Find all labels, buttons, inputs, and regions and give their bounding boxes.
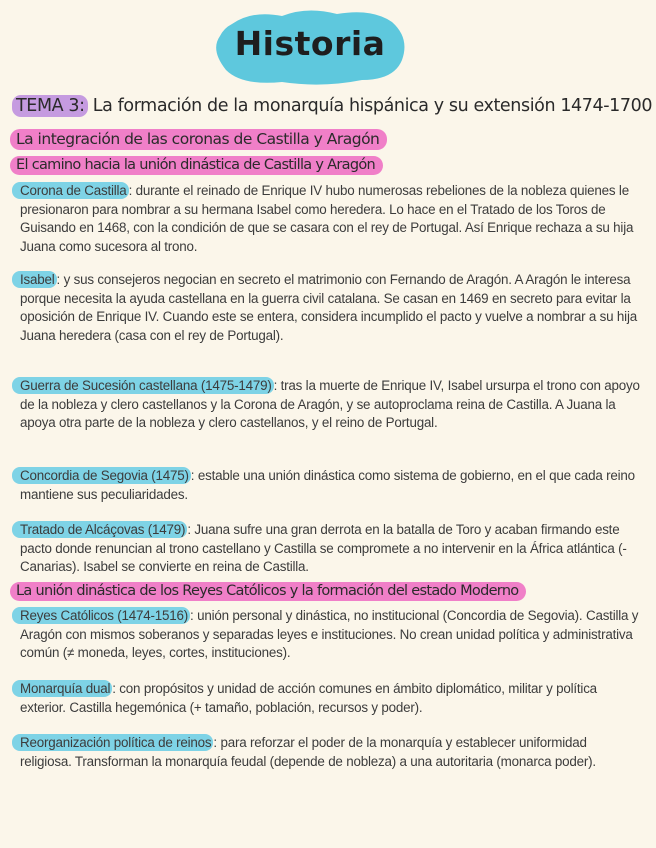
term-highlight: Concordia de Segovia (1475) <box>12 467 191 484</box>
paragraph-text: : tras la muerte de Enrique IV, Isabel ursurpa el trono con apoyo de la nobleza y clero castellanos y la Corona de Aragón, y se autoproclama reina de Castilla. A Juana la apoya otra parte de la nobleza y clero castellanos, y el reino de Portugal. <box>20 378 640 430</box>
subsection-heading-camino: El camino hacia la unión dinástica de Castilla y Aragón <box>10 156 383 175</box>
paragraph-text: : y sus consejeros negocian en secreto el matrimonio con Fernando de Aragón. A Aragón le interesa porque necesita la ayuda castellana en la guerra civil catalana. Se casan en 1469 en secreto para evitar la oposición de Enrique IV. Cuando este se entera, considera incumplido el pacto y vuelve a nombrar a su hija Juana heredera (casa con el rey de Portugal). <box>20 272 637 343</box>
title-banner <box>212 8 408 86</box>
paragraph-reorganizacion-politica <box>20 734 640 771</box>
paragraph-monarquia-dual <box>20 680 640 717</box>
term-highlight: Tratado de Alcáçovas (1479) <box>12 521 187 538</box>
paragraph-tratado-alcacovas <box>20 521 640 577</box>
tema-text: La formación de la monarquía hispánica y su extensión 1474-1700 <box>87 96 653 116</box>
term-highlight: Guerra de Sucesión castellana (1475-1479) <box>12 377 274 394</box>
section-heading-union-dinastica: La unión dinástica de los Reyes Católicos y la formación del estado Moderno <box>10 582 526 601</box>
paragraph-text: : para reforzar el poder de la monarquía y establecer uniformidad religiosa. Transforman la monarquía feudal (depende de nobleza) a una autoritaria (monarca poder). <box>20 735 596 769</box>
page-title: Historia <box>234 24 386 63</box>
paragraph-corona-castilla <box>20 182 640 256</box>
tema-line <box>12 96 652 116</box>
paragraph-text: : estable una unión dinástica como sistema de gobierno, en el que cada reino mantiene sus peculiaridades. <box>20 468 635 502</box>
term-highlight: Monarquía dual <box>12 680 112 697</box>
term-highlight: Reorganización política de reinos <box>12 734 213 751</box>
paragraph-text: : Juana sufre una gran derrota en la batalla de Toro y acaban firmando este pacto donde renuncian al trono castellano y Castilla se compromete a no intervenir en la África atlántica (- Canarias). Isabel se convierte en reina de Castilla. <box>20 522 627 574</box>
term-highlight: Corona de Castilla <box>12 182 129 199</box>
term-highlight: Reyes Católicos (1474-1516) <box>12 607 190 624</box>
paragraph-guerra-sucesion <box>20 377 640 433</box>
paragraph-isabel <box>20 271 640 345</box>
paragraph-reyes-catolicos <box>20 607 640 663</box>
paragraph-text: : con propósitos y unidad de acción comunes en ámbito diplomático, militar y política exterior. Castilla hegemónica (+ tamaño, población, recursos y poder). <box>20 681 597 715</box>
term-highlight: Isabel <box>12 271 57 288</box>
tema-label: TEMA 3: <box>12 95 88 117</box>
paragraph-text: : durante el reinado de Enrique IV hubo numerosas rebeliones de la nobleza quienes le presionaron para nombrar a su hermana Isabel como heredera. Lo hace en el Tratado de los Toros de Guisando en 1468, con la condición de que se casara con el rey de Portugal. Así Enrique rechaza a su hija Juana como sucesora al trono. <box>20 183 634 254</box>
paragraph-concordia-segovia <box>20 467 640 504</box>
paragraph-text: : unión personal y dinástica, no institucional (Concordia de Segovia). Castilla y Aragón con mismos soberanos y separadas leyes e instituciones. No crean unidad política y administrativa común (≠ moneda, leyes, cortes, instituciones). <box>20 608 639 660</box>
section-heading-integracion: La integración de las coronas de Castilla y Aragón <box>10 129 387 150</box>
